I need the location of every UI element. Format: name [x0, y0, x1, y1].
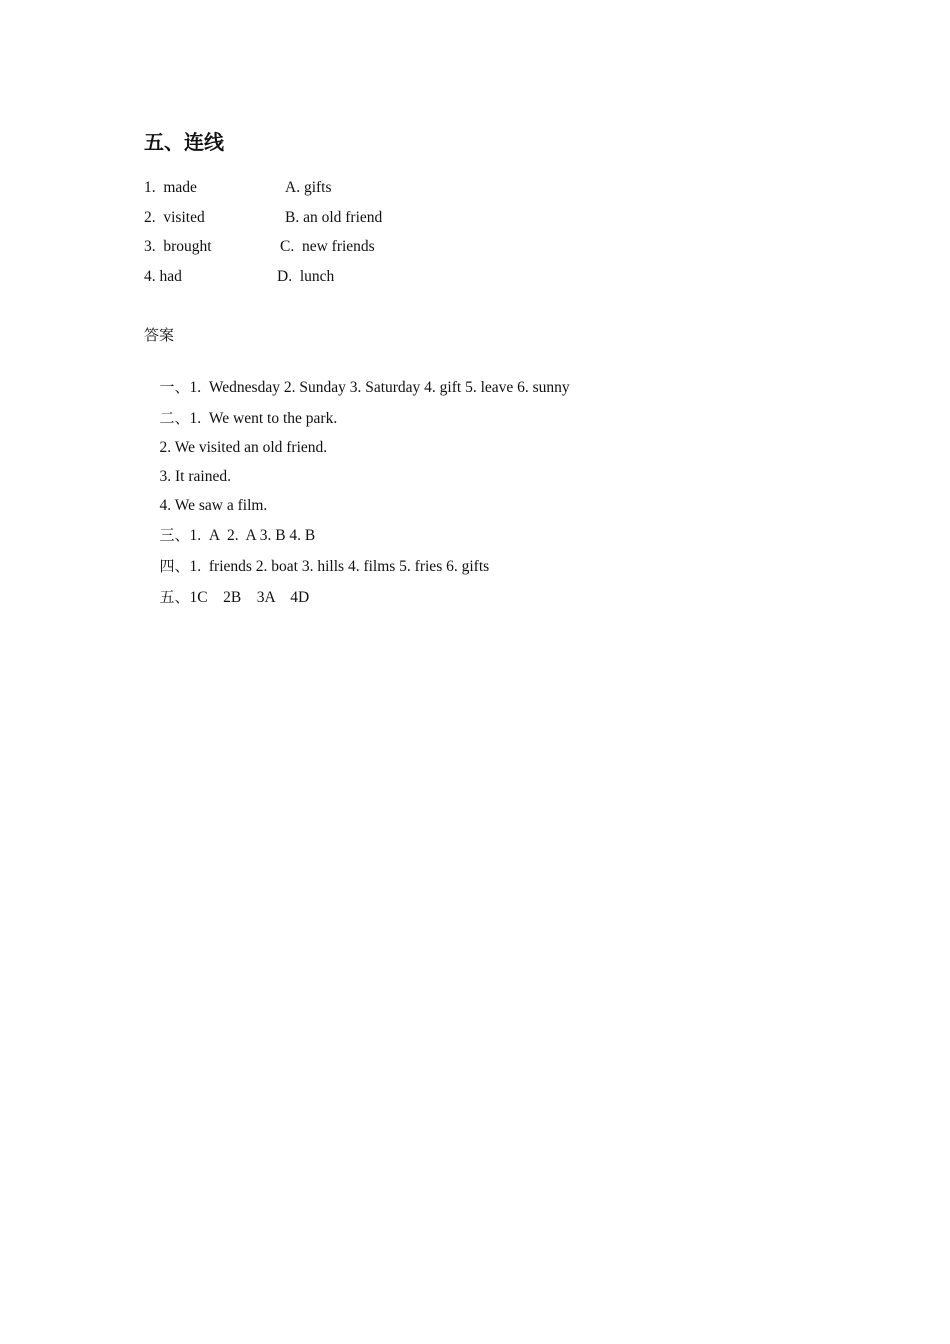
answers-heading: 答案 — [144, 326, 175, 344]
answer-prefix: 四、 — [159, 557, 190, 575]
answer-line — [144, 564, 309, 631]
matching-right-item: C. new friends — [280, 238, 375, 255]
answer-prefix: 三、 — [159, 526, 190, 544]
answer-text: 2. We visited an old friend. — [159, 439, 328, 456]
matching-row — [144, 177, 332, 199]
answer-text: 1. friends 2. boat 3. hills 4. films 5. fries 6. gifts — [189, 558, 490, 575]
matching-right-item: A. gifts — [285, 179, 332, 196]
matching-right-item: B. an old friend — [285, 209, 383, 226]
matching-row — [144, 236, 375, 258]
matching-left-item: 3. brought — [144, 238, 212, 255]
matching-row — [144, 266, 335, 288]
matching-right-item: D. lunch — [277, 268, 335, 285]
section-title: 五、连线 — [144, 130, 224, 154]
answer-text: 1. Wednesday 2. Sunday 3. Saturday 4. gift 5. leave 6. sunny — [189, 379, 570, 396]
matching-left-item: 1. made — [144, 179, 197, 196]
matching-left-item: 4. had — [144, 268, 182, 285]
answer-text: 1. We went to the park. — [189, 410, 338, 427]
answer-text: 1. A 2. A 3. B 4. B — [189, 527, 316, 544]
answer-prefix: 五、 — [159, 588, 190, 606]
matching-row — [144, 207, 383, 229]
answer-text: 4. We saw a film. — [159, 497, 268, 514]
answer-prefix: 二、 — [159, 409, 190, 427]
matching-left-item: 2. visited — [144, 209, 205, 226]
answer-text: 3. It rained. — [159, 468, 231, 485]
answer-text: 1C 2B 3A 4D — [189, 589, 310, 606]
answer-prefix: 一、 — [159, 378, 190, 396]
